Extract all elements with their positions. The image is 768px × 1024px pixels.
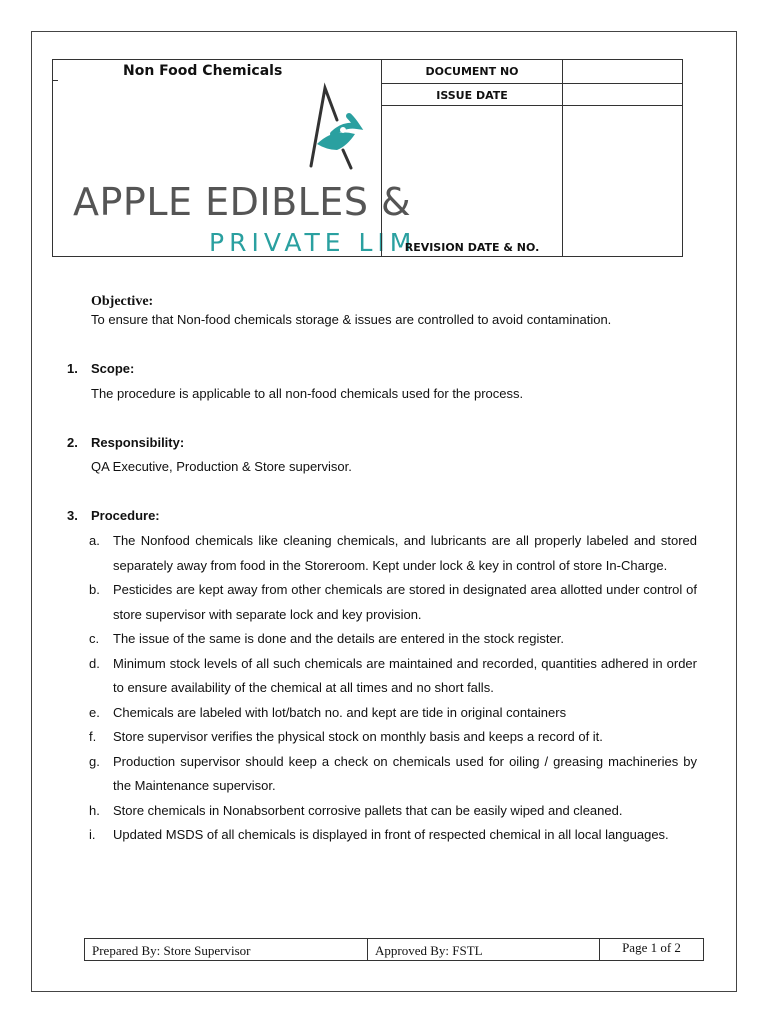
scope-heading: Scope: — [91, 361, 135, 376]
prepared-by: Prepared By: Store Supervisor — [85, 939, 368, 960]
section-number: 2. — [67, 435, 78, 450]
list-item — [89, 823, 697, 848]
list-item-letter: e. — [89, 704, 100, 720]
list-item — [89, 529, 697, 578]
header-label-column — [381, 59, 563, 257]
list-item-letter: g. — [89, 753, 100, 769]
list-item-letter: a. — [89, 533, 100, 548]
revision-label: REVISION DATE & NO. — [404, 241, 540, 254]
apple-edibles-logo-icon — [303, 84, 373, 174]
section-number: 3. — [67, 508, 78, 523]
list-item-text: Production supervisor should keep a check on chemicals used for oiling / greasing machineries by the Maintenance supervisor. — [113, 753, 697, 793]
list-item-letter: c. — [89, 631, 100, 646]
list-item-text: Pesticides are kept away from other chemicals are stored in designated area allotted under control of store supervisor with separate lock and key provision. — [113, 582, 697, 622]
brand-subtitle: PRIVATE LIM — [209, 228, 417, 257]
section-number: 1. — [67, 361, 78, 376]
list-item-text: The issue of the same is done and the details are entered in the stock register. — [113, 631, 564, 646]
list-item-text: The Nonfood chemicals like cleaning chemicals, and lubricants are all properly labeled and stored separately away from food in the Storeroom. Kept under lock & key in control of store In-Charge. — [113, 533, 697, 573]
header-divider — [563, 83, 682, 84]
issue-date-label: ISSUE DATE — [436, 89, 508, 102]
list-item-letter: d. — [89, 655, 100, 671]
header-divider — [563, 105, 682, 106]
document-title: Non Food Chemicals — [123, 63, 283, 79]
header-value-column — [562, 59, 683, 257]
header-divider — [382, 105, 562, 106]
list-item — [89, 725, 697, 750]
list-item — [89, 652, 697, 701]
document-no-label: DOCUMENT NO — [425, 65, 519, 78]
responsibility-heading: Responsibility: — [91, 435, 185, 450]
list-item-letter: f. — [89, 729, 97, 744]
responsibility-text: QA Executive, Production & Store supervisor. — [91, 459, 352, 474]
list-item-text: Minimum stock levels of all such chemicals are maintained and recorded, quantities adhered in order to ensure availability of the chemical at all times and no short falls. — [113, 655, 697, 695]
list-item — [89, 701, 697, 726]
list-item-text: Updated MSDS of all chemicals is displayed in front of respected chemical in all local languages. — [113, 827, 669, 842]
list-item-text: Store supervisor verifies the physical stock on monthly basis and keeps a record of it. — [113, 729, 603, 744]
header-logo-cell — [52, 59, 417, 257]
procedure-list — [89, 529, 697, 848]
list-item-letter: b. — [89, 582, 100, 597]
list-item — [89, 799, 697, 824]
list-item-text: Store chemicals in Nonabsorbent corrosive pallets that can be easily wiped and cleaned. — [113, 802, 623, 818]
objective-text: To ensure that Non-food chemicals storage & issues are controlled to avoid contamination. — [91, 312, 612, 327]
document-footer — [84, 938, 704, 961]
list-item-letter: i. — [89, 827, 96, 842]
list-item-text: Chemicals are labeled with lot/batch no. and kept are tide in original containers — [113, 704, 567, 720]
procedure-heading: Procedure: — [91, 508, 160, 523]
list-item — [89, 750, 697, 799]
list-item — [89, 578, 697, 627]
list-item-letter: h. — [89, 802, 100, 818]
header-divider — [382, 83, 562, 84]
approved-by: Approved By: FSTL — [368, 939, 600, 960]
brand-name: APPLE EDIBLES & — [73, 180, 412, 224]
list-item — [89, 627, 697, 652]
objective-heading: Objective: — [91, 294, 154, 309]
scope-text: The procedure is applicable to all non-food chemicals used for the process. — [91, 386, 524, 401]
header-tick-mark — [52, 80, 58, 81]
page-number: Page 1 of 2 — [622, 940, 681, 955]
